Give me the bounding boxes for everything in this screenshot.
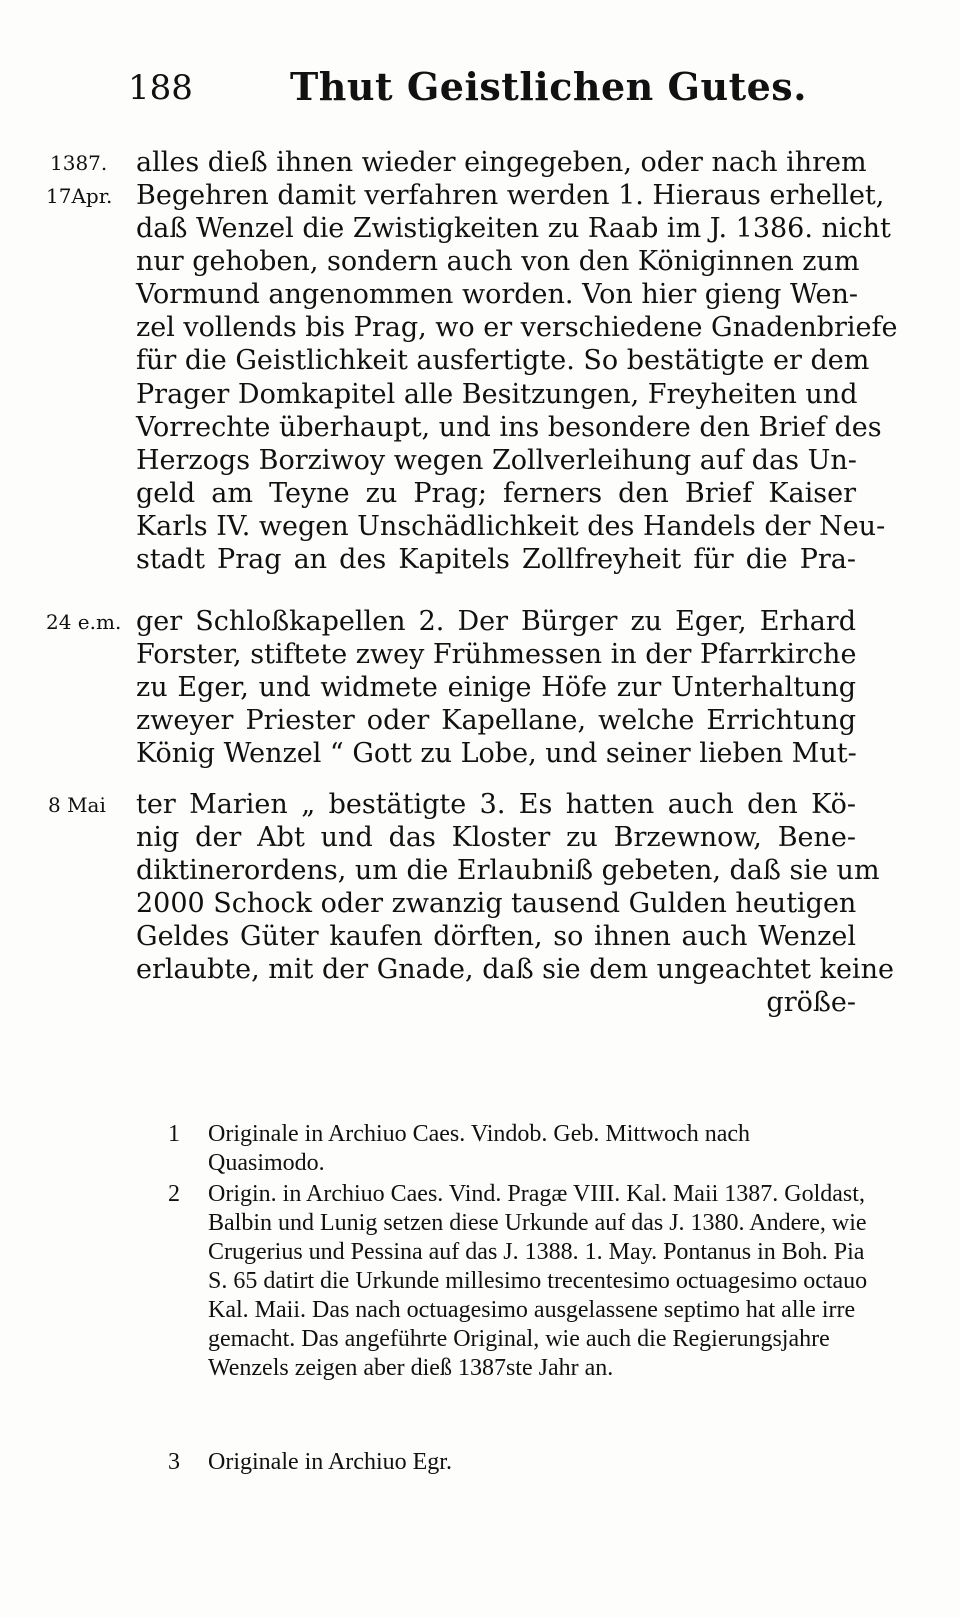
- text-line: Geldes Güter kaufen dörften, so ihnen auch Wenzel: [136, 921, 856, 952]
- footnote-number: 3: [168, 1449, 180, 1475]
- text-line: zel vollends bis Prag, wo er verschiedene Gnadenbriefe: [136, 312, 898, 343]
- text-line: Karls IV. wegen Unschädlichkeit des Handels der Neu-: [136, 511, 886, 542]
- text-line: Forster, stiftete zwey Frühmessen in der Pfarrkirche: [136, 639, 857, 670]
- text-line: König Wenzel “ Gott zu Lobe, und seiner lieben Mut-: [136, 738, 857, 769]
- text-line: Herzogs Borziwoy wegen Zollverleihung auf das Un-: [136, 445, 857, 476]
- text-line: zweyer Priester oder Kapellane, welche Errichtung: [136, 705, 856, 736]
- margin-note-date: 24 e.m.: [46, 610, 122, 634]
- text-line: Prager Domkapitel alle Besitzungen, Freyheiten und: [136, 379, 858, 410]
- text-line: Begehren damit verfahren werden 1. Hieraus erhellet,: [136, 180, 885, 211]
- text-line: stadt Prag an des Kapitels Zollfreyheit für die Pra-: [136, 544, 856, 575]
- margin-note-date: 8 Mai: [48, 793, 106, 817]
- margin-note-year: 1387.: [50, 151, 108, 175]
- text-line: diktinerordens, um die Erlaubniß gebeten, daß sie um: [136, 855, 880, 886]
- catchword: größe-: [766, 987, 856, 1018]
- text-line: Vorrechte überhaupt, und ins besondere den Brief des: [136, 412, 882, 443]
- text-line: Vormund angenommen worden. Von hier gieng Wen-: [136, 279, 858, 310]
- running-title: Thut Geistlichen Gutes.: [290, 64, 807, 109]
- page-header: [128, 64, 868, 118]
- text-line: für die Geistlichkeit ausfertigte. So bestätigte er dem: [136, 345, 870, 376]
- text-line: daß Wenzel die Zwistigkeiten zu Raab im J. 1386. nicht: [136, 213, 891, 244]
- text-line: geld am Teyne zu Prag; ferners den Brief Kaiser: [136, 478, 856, 509]
- text-line: 2000 Schock oder zwanzig tausend Gulden heutigen: [136, 888, 857, 919]
- footnote-text: Originale in Archiuo Egr.: [208, 1449, 452, 1475]
- text-line: ter Marien „ bestätigte 3. Es hatten auch den Kö-: [136, 789, 856, 820]
- page-number: 188: [128, 68, 193, 108]
- footnote-text: Origin. in Archiuo Caes. Vind. Pragæ VIII. Kal. Maii 1387. Goldast, Balbin und Lunig setzen diese Urkunde auf das J. 1380. Andere, wie Crugerius und Pessina auf das J. 1388. 1. May. Pontanus in Boh. Pia S. 65 datirt die Urkunde millesimo trecentesimo octuagesimo octauo Kal. Maii. Das nach octuagesimo ausgelassene septimo hat alle irre gemacht. Das angeführte Original, wie auch die Regierungsjahre Wenzels zeigen aber dieß 1387ste Jahr an.: [208, 1181, 868, 1381]
- text-line: alles dieß ihnen wieder eingegeben, oder nach ihrem: [136, 147, 867, 178]
- text-line: nig der Abt und das Kloster zu Brzewnow, Bene-: [136, 822, 856, 853]
- text-line: erlaubte, mit der Gnade, daß sie dem ungeachtet keine: [136, 954, 894, 985]
- margin-note-date: 17Apr.: [46, 183, 113, 208]
- footnote-number: 2: [168, 1181, 180, 1207]
- footnote-text: Originale in Archiuo Caes. Vindob. Geb. Mittwoch nach Quasimodo.: [208, 1121, 751, 1176]
- text-line: nur gehoben, sondern auch von den Königinnen zum: [136, 246, 860, 277]
- text-line: zu Eger, und widmete einige Höfe zur Unterhaltung: [136, 672, 856, 703]
- footnote-number: 1: [168, 1121, 180, 1147]
- text-line: ger Schloßkapellen 2. Der Bürger zu Eger, Erhard: [136, 606, 856, 637]
